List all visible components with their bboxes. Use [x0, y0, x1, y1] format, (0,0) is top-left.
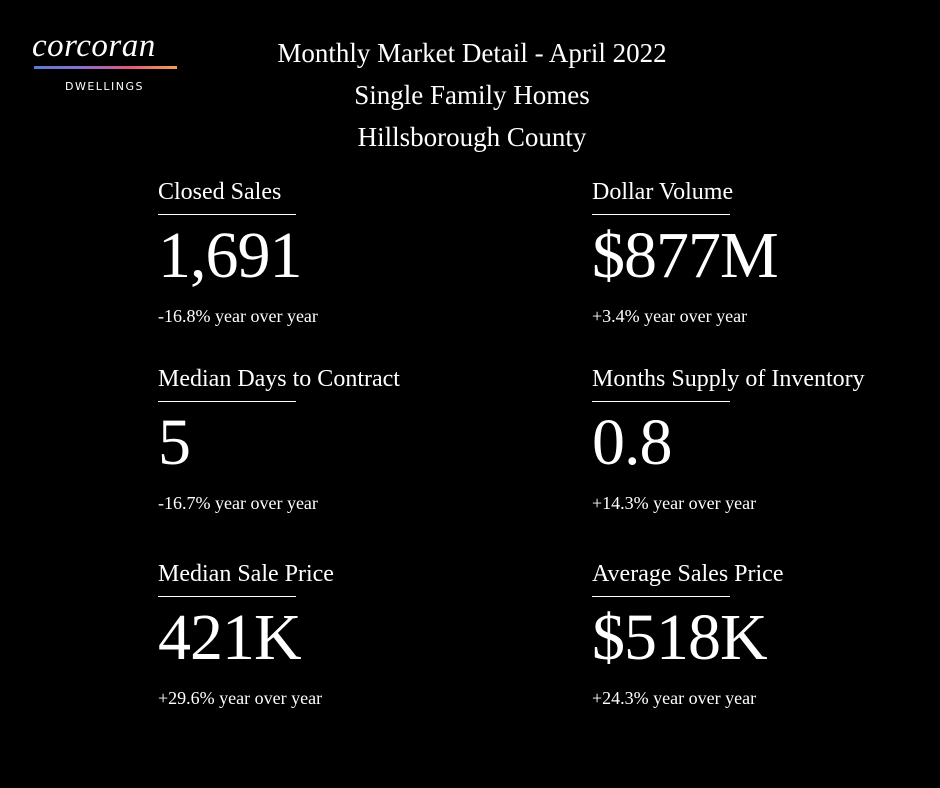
metric-closed-sales — [158, 178, 488, 327]
metric-divider — [592, 401, 730, 402]
metric-value: 0.8 — [592, 406, 672, 479]
area-name: Hillsborough County — [357, 122, 587, 152]
logo-subtitle: DWELLINGS — [65, 80, 145, 93]
metric-label: Median Sale Price — [158, 561, 334, 587]
metric-change: -16.8% year over year — [158, 306, 318, 326]
metric-median-days-to-contract — [158, 365, 488, 514]
metric-label: Months Supply of Inventory — [592, 366, 865, 392]
metric-label: Closed Sales — [158, 179, 282, 205]
metric-divider — [158, 596, 296, 597]
metric-value: 1,691 — [158, 219, 302, 292]
metric-change: -16.7% year over year — [158, 493, 318, 513]
property-type: Single Family Homes — [354, 80, 590, 110]
metric-change: +29.6% year over year — [158, 688, 323, 708]
metric-change: +3.4% year over year — [592, 306, 748, 326]
metric-average-sales-price — [592, 560, 922, 709]
metric-value: $877M — [592, 219, 778, 292]
metric-divider — [158, 401, 296, 402]
metric-median-sale-price — [158, 560, 488, 709]
metric-value: $518K — [592, 601, 767, 674]
metric-label: Dollar Volume — [592, 179, 734, 205]
metric-months-supply — [592, 365, 922, 514]
metric-label: Average Sales Price — [592, 561, 784, 587]
metric-divider — [158, 214, 296, 215]
metric-value: 5 — [158, 406, 190, 479]
report-header — [0, 32, 940, 158]
metric-divider — [592, 596, 730, 597]
metric-value: 421K — [158, 601, 301, 674]
metric-dollar-volume — [592, 178, 922, 327]
report-title: Monthly Market Detail - April 2022 — [277, 38, 667, 68]
logo-wordmark: corcoran — [32, 28, 156, 64]
metric-divider — [592, 214, 730, 215]
metric-label: Median Days to Contract — [158, 366, 400, 392]
metric-change: +24.3% year over year — [592, 688, 757, 708]
metric-change: +14.3% year over year — [592, 493, 757, 513]
